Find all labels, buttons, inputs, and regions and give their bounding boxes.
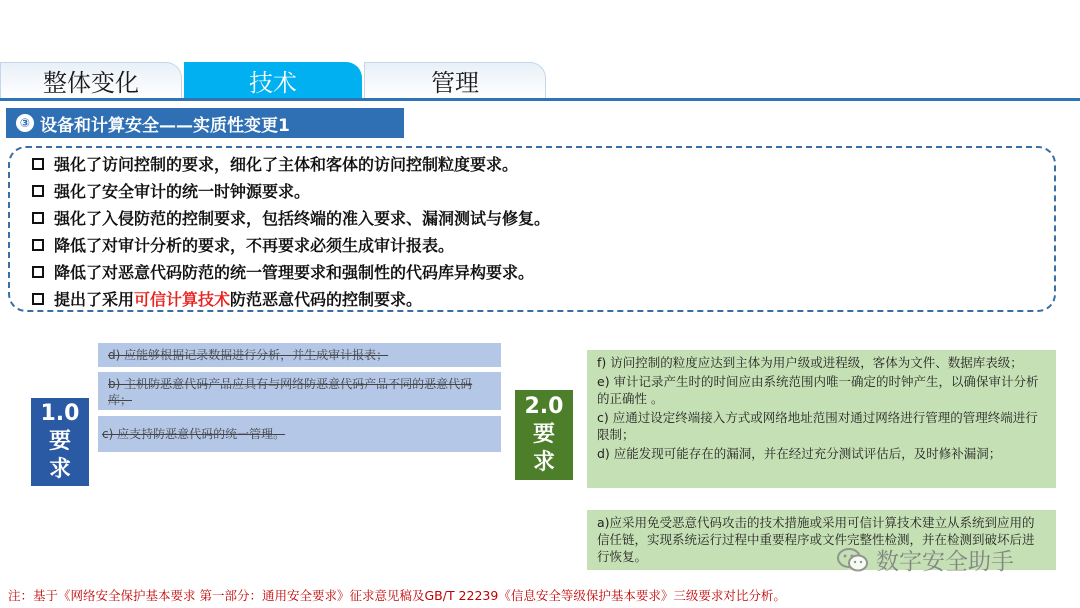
bullet-text: 强化了入侵防范的控制要求，包括终端的准入要求、漏洞测试与修复。 <box>54 209 551 228</box>
v1-requirement-c: c) 应支持防恶意代码的统一管理。 <box>98 416 501 452</box>
list-item <box>32 233 454 256</box>
wechat-icon <box>836 546 870 574</box>
v1-char-2: 求 <box>48 457 71 482</box>
bullet-suffix: 防范恶意代码的控制要求。 <box>230 290 423 309</box>
list-item <box>32 287 422 310</box>
watermark-text: 数字安全助手 <box>876 549 1014 575</box>
list-item <box>32 179 310 202</box>
v2-version: 2.0 <box>524 394 564 419</box>
v1-char-1: 要 <box>48 429 71 454</box>
v2-requirement-a: a)应采用免受恶意代码攻击的技术措施或采用可信计算技术建立从系统到应用的信任链，实现系统运行过程中重要程序或文件完整性检测，并在检测到破坏后进行恢复。 <box>587 510 1056 570</box>
list-item <box>32 152 518 175</box>
section-title: 设备和计算安全——实质性变更1 <box>40 115 290 136</box>
list-item <box>32 206 550 229</box>
v1-requirements-label <box>31 398 89 486</box>
v2-requirement-d: d) 应能发现可能存在的漏洞，并在经过充分测试评估后，及时修补漏洞； <box>597 446 1002 461</box>
v2-requirement-e: e) 审计记录产生时的时间应由系统范围内唯一确定的时钟产生，以确保审计分析的正确性 。 <box>597 374 1039 406</box>
v1-requirement-b: b) 主机防恶意代码产品应具有与网络防恶意代码产品不同的恶意代码库； <box>98 372 501 410</box>
change-summary-box <box>8 146 1056 312</box>
checkbox-square-icon <box>32 239 44 251</box>
bullet-text <box>54 287 422 310</box>
bullet-text: 降低了对恶意代码防范的统一管理要求和强制性的代码库异构要求。 <box>54 263 535 282</box>
v2-requirement-f: f) 访问控制的粒度应达到主体为用户级或进程级，客体为文件、数据库表级； <box>597 355 1023 370</box>
v2-requirements-label <box>515 390 573 480</box>
checkbox-square-icon <box>32 185 44 197</box>
checkbox-square-icon <box>32 266 44 278</box>
footnote: 注：基于《网络安全保护基本要求 第一部分：通用安全要求》征求意见稿及GB/T 22239《信息安全等级保护基本要求》三级要求对比分析。 <box>8 588 786 603</box>
checkbox-square-icon <box>32 158 44 170</box>
section-number: ③ <box>16 114 34 132</box>
v2-requirements-list <box>587 350 1056 488</box>
v2-requirement-c: c) 应通过设定终端接入方式或网络地址范围对通过网络进行管理的管理终端进行限制； <box>597 410 1038 442</box>
section-heading <box>6 108 404 138</box>
v1-requirement-d: d) 应能够根据记录数据进行分析，并生成审计报表； <box>98 343 501 367</box>
watermark <box>836 543 1014 576</box>
tab-overall-changes[interactable]: 整体变化 <box>0 62 182 98</box>
list-item <box>32 260 534 283</box>
tab-technology[interactable]: 技术 <box>184 62 362 98</box>
tab-management[interactable]: 管理 <box>364 62 546 98</box>
checkbox-square-icon <box>32 212 44 224</box>
v2-char-1: 要 <box>532 422 555 447</box>
v1-version: 1.0 <box>40 401 80 426</box>
bullet-prefix: 提出了采用 <box>54 290 135 309</box>
bullet-text: 降低了对审计分析的要求，不再要求必须生成审计报表。 <box>54 236 455 255</box>
bullet-text: 强化了安全审计的统一时钟源要求。 <box>54 182 311 201</box>
checkbox-square-icon <box>32 293 44 305</box>
trusted-computing-highlight: 可信计算技术 <box>134 290 231 309</box>
v2-char-2: 求 <box>532 450 555 475</box>
tab-baseline <box>0 98 1080 101</box>
bullet-text: 强化了访问控制的要求，细化了主体和客体的访问控制粒度要求。 <box>54 155 519 174</box>
